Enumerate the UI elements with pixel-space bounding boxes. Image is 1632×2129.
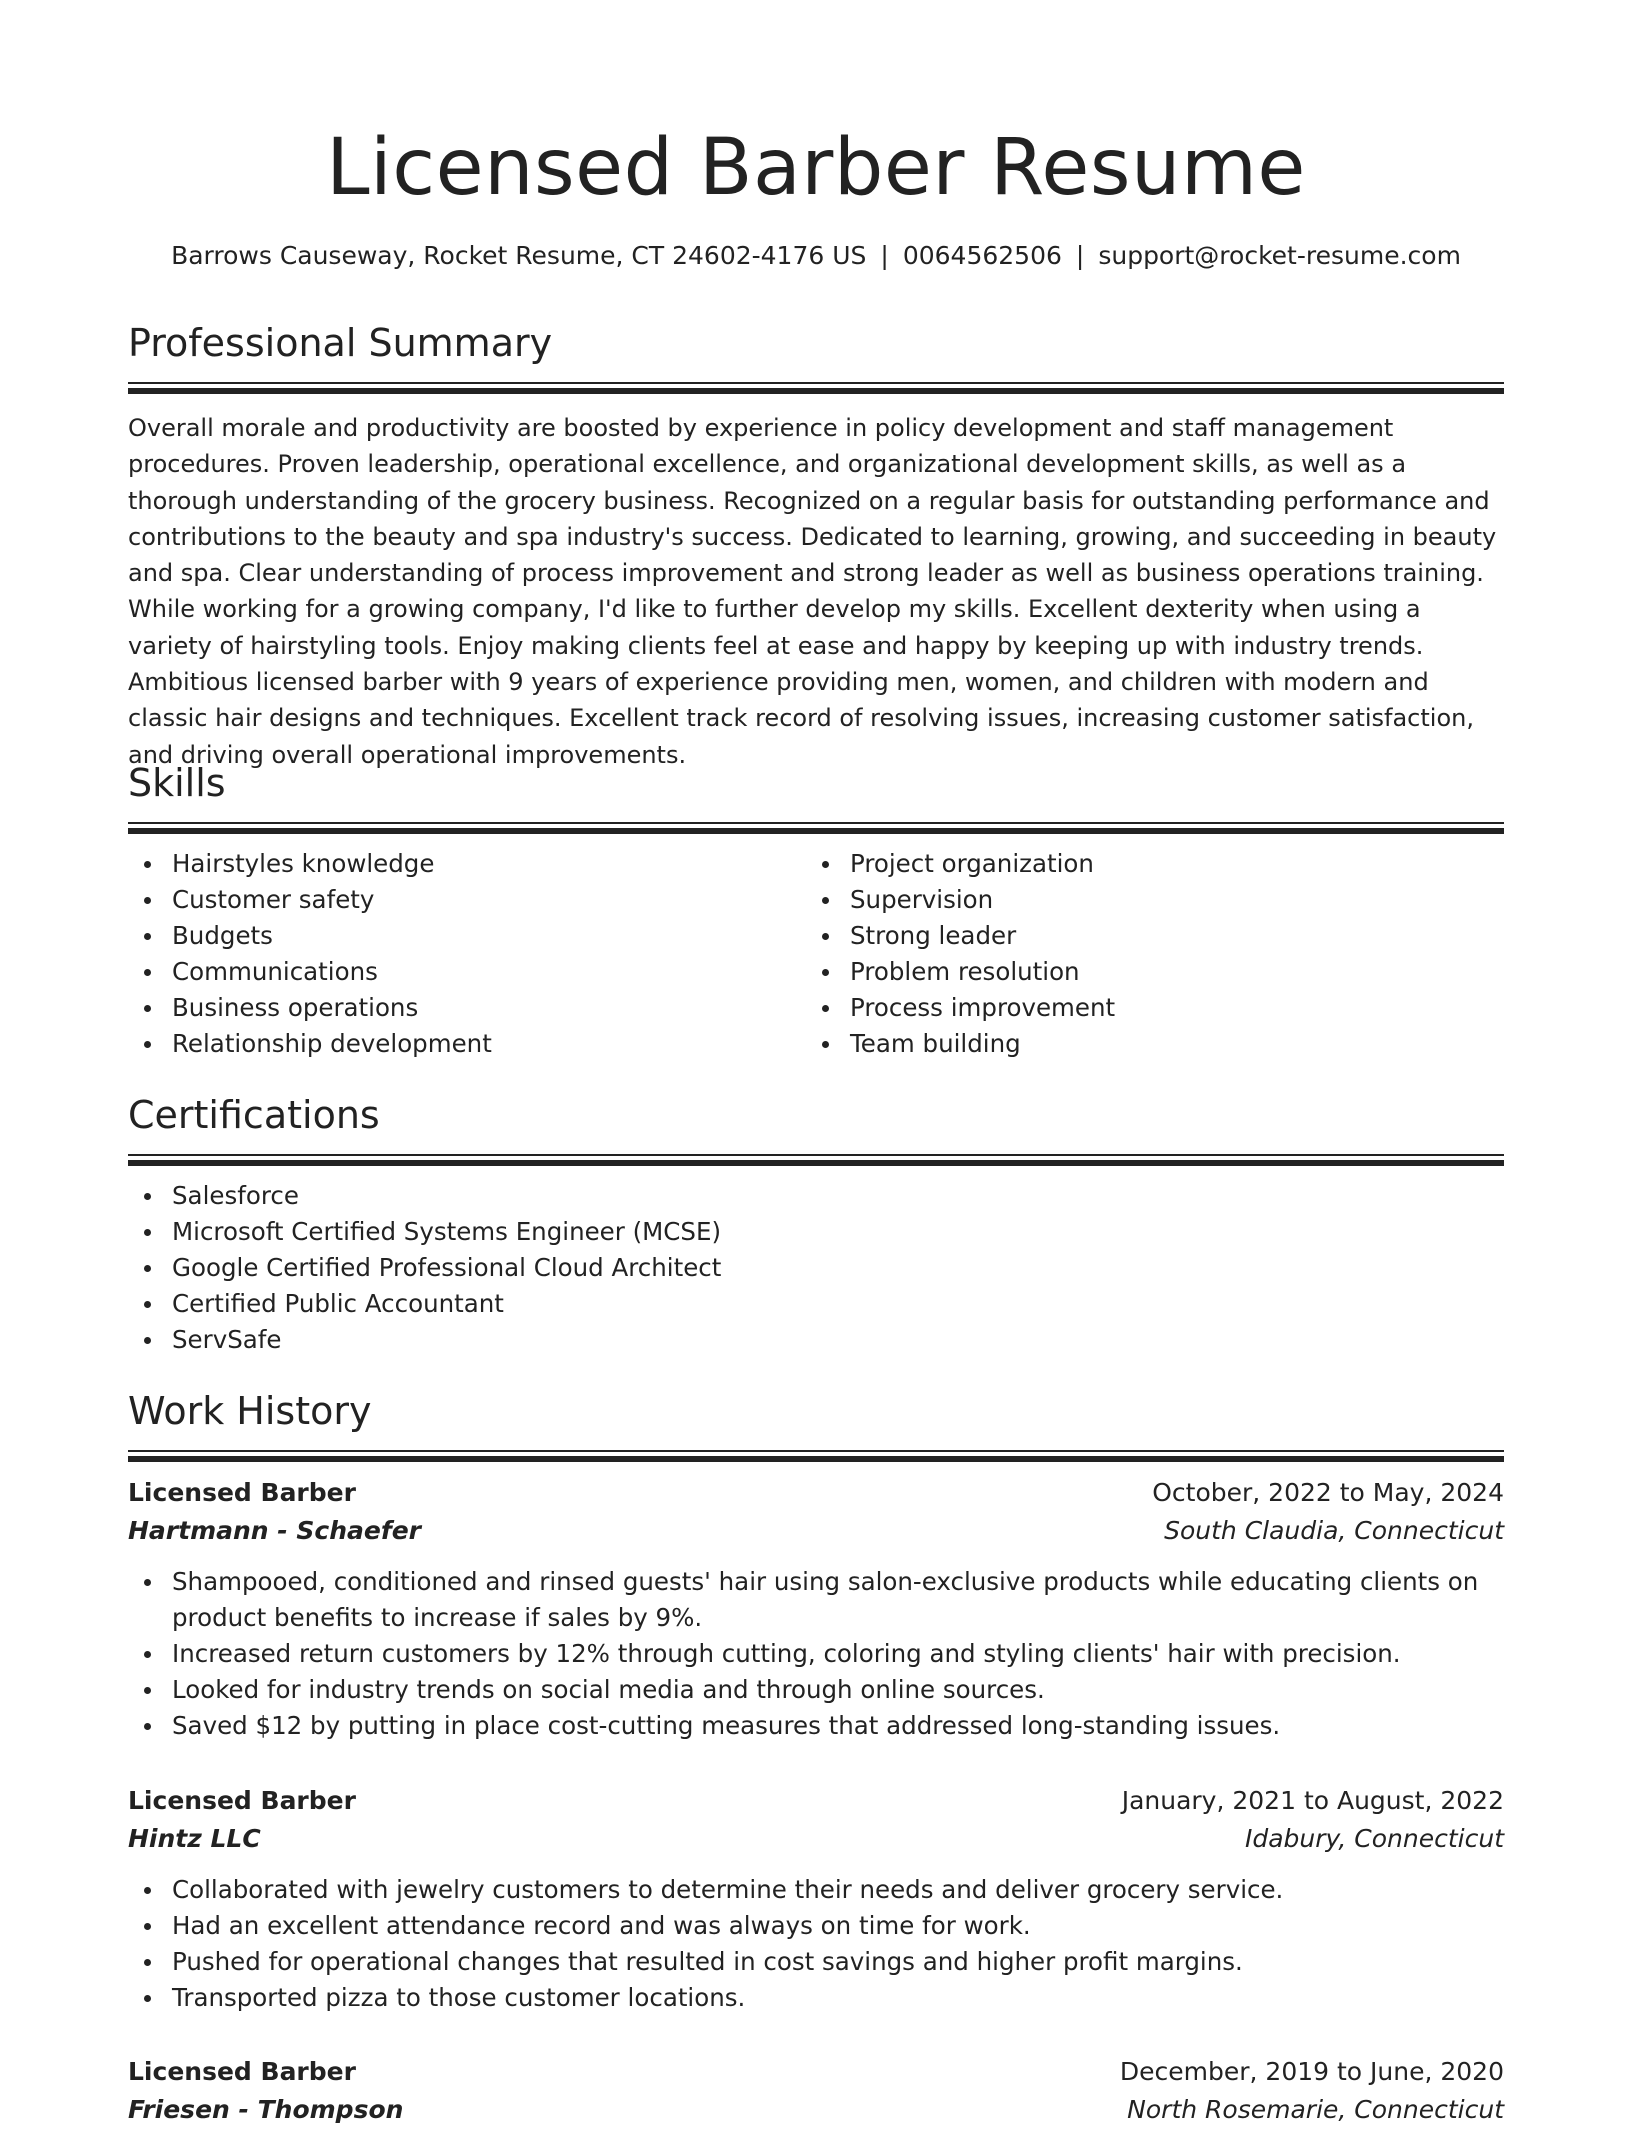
job-bullet: Transported pizza to those customer locations.: [128, 1980, 1504, 2016]
skill-item: Project organization: [806, 846, 1484, 882]
resume-title: Licensed Barber Resume: [326, 123, 1306, 213]
skill-item: Customer safety: [128, 882, 806, 918]
job-title: Licensed Barber: [128, 1478, 356, 1507]
skill-item: Strong leader: [806, 918, 1484, 954]
skill-item: Hairstyles knowledge: [128, 846, 806, 882]
contact-address: Barrows Causeway, Rocket Resume, CT 24602-4176 US: [171, 241, 867, 270]
skills-section: [128, 758, 1504, 1062]
certifications-section: [128, 1090, 1504, 1358]
job-bullets: [128, 1872, 1504, 2016]
skill-item: Communications: [128, 954, 806, 990]
skills-right-list: [806, 846, 1484, 1062]
job-bullet: Collaborated with jewelry customers to determine their needs and deliver grocery service.: [128, 1872, 1504, 1908]
skill-item: Supervision: [806, 882, 1484, 918]
certification-item: Certified Public Accountant: [128, 1286, 1504, 1322]
work-history-section: [128, 1386, 1504, 1464]
job-dates: January, 2021 to August, 2022: [1121, 1786, 1504, 1815]
skill-item: Problem resolution: [806, 954, 1484, 990]
job-bullet: Had an excellent attendance record and was always on time for work.: [128, 1908, 1504, 1944]
job-header-row: [128, 2053, 1504, 2091]
certifications-list: [128, 1178, 1504, 1358]
certification-item: ServSafe: [128, 1322, 1504, 1358]
certification-item: Salesforce: [128, 1178, 1504, 1214]
job-bullets: [128, 1564, 1504, 1744]
job-bullet: Looked for industry trends on social media and through online sources.: [128, 1672, 1504, 1708]
job-dates: October, 2022 to May, 2024: [1152, 1478, 1504, 1507]
skill-item: Process improvement: [806, 990, 1484, 1026]
job-company: Friesen - Thompson: [128, 2095, 404, 2124]
job-location: South Claudia, Connecticut: [1164, 1516, 1504, 1545]
section-heading: Professional Summary: [128, 321, 553, 365]
job-company-row: [128, 1512, 1504, 1550]
job-dates: December, 2019 to June, 2020: [1119, 2057, 1504, 2086]
contact-phone: 0064562506: [902, 241, 1062, 270]
job-title: Licensed Barber: [128, 2057, 356, 2086]
section-heading: Skills: [128, 761, 226, 805]
contact-email[interactable]: support@rocket-resume.com: [1098, 241, 1461, 270]
job-bullet: Pushed for operational changes that resulted in cost savings and higher profit margins.: [128, 1944, 1504, 1980]
job-title: Licensed Barber: [128, 1786, 356, 1815]
contact-separator: |: [1075, 241, 1085, 270]
section-divider: [128, 1450, 1504, 1464]
skill-item: Team building: [806, 1026, 1484, 1062]
job-location: North Rosemarie, Connecticut: [1127, 2095, 1504, 2124]
skill-item: Business operations: [128, 990, 806, 1026]
section-divider: [128, 1154, 1504, 1168]
job-bullet: Increased return customers by 12% through cutting, coloring and styling clients' hair with precision.: [128, 1636, 1504, 1672]
contact-line: [128, 238, 1504, 274]
summary-section: [128, 318, 1504, 797]
section-heading: Work History: [128, 1389, 372, 1433]
job-entry: [128, 2053, 1504, 2129]
skills-grid: [128, 846, 1504, 1062]
contact-separator: |: [880, 241, 889, 270]
job-header-row: [128, 1782, 1504, 1820]
job-entry: [128, 1782, 1504, 2016]
job-company-row: [128, 2091, 1504, 2129]
job-entry: [128, 1474, 1504, 1744]
summary-text: Overall morale and productivity are boosted by experience in policy development and staff management procedures. Proven leadership, operational excellence, and organizational development skills, as well as a thorough understanding of the grocery business. Recognized on a regular basis for outstanding performance and contributions to the beauty and spa industry's success. Dedicated to learning, growing, and succeeding in beauty and spa. Clear understanding of process improvement and strong leader as well as business operations training. While working for a growing company, I'd like to further develop my skills. Excellent dexterity when using a variety of hairstyling tools. Enjoy making clients feel at ease and happy by keeping up with industry trends. Ambitious licensed barber with 9 years of experience providing men, women, and children with modern and classic hair designs and techniques. Excellent track record of resolving issues, increasing customer satisfaction, and driving overall operational improvements.: [128, 414, 1497, 769]
skills-left-list: [128, 846, 806, 1062]
section-divider: [128, 382, 1504, 396]
certification-item: Google Certified Professional Cloud Architect: [128, 1250, 1504, 1286]
job-bullet: Saved $12 by putting in place cost-cutting measures that addressed long-standing issues.: [128, 1708, 1504, 1744]
job-company: Hintz LLC: [128, 1824, 261, 1853]
job-bullet: Shampooed, conditioned and rinsed guests' hair using salon-exclusive products while educating clients on product benefits to increase if sales by 9%.: [128, 1564, 1504, 1636]
section-heading: Certifications: [128, 1093, 380, 1137]
job-company: Hartmann - Schaefer: [128, 1516, 421, 1545]
skill-item: Relationship development: [128, 1026, 806, 1062]
skill-item: Budgets: [128, 918, 806, 954]
job-company-row: [128, 1820, 1504, 1858]
certification-item: Microsoft Certified Systems Engineer (MCSE): [128, 1214, 1504, 1250]
job-header-row: [128, 1474, 1504, 1512]
job-location: Idabury, Connecticut: [1244, 1824, 1504, 1853]
section-divider: [128, 822, 1504, 836]
